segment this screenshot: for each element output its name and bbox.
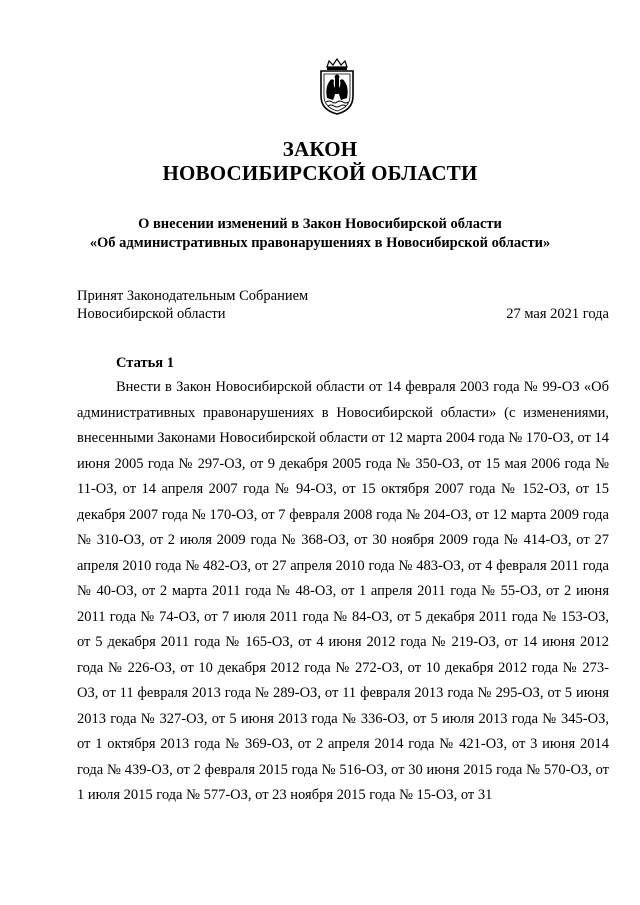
article-body-text: Внести в Закон Новосибирской области от 14 февраля 2003 года № 99-ОЗ «Об административных правонарушениях в Новосибирской области» (с изменениями, внесенными Законами Новосибирской области от 12 марта 2004 года № 170-ОЗ, от 14 июня 2005 года № 297-ОЗ, от 9 декабря 2005 года № 350-ОЗ, от 15 мая 2006 года № 11-ОЗ, от 14 апреля 2007 года № 94-ОЗ, от 15 октября 2007 года № 152-ОЗ, от 15 декабря 2007 года № 170-ОЗ, от 7 февраля 2008 года № 204-ОЗ, от 12 марта 2009 года № 310-ОЗ, от 2 июля 2009 года № 368-ОЗ, от 30 ноября 2009 года № 414-ОЗ, от 27 апреля 2010 года № 482-ОЗ, от 27 апреля 2010 года № 483-ОЗ, от 4 февраля 2011 года № 40-ОЗ, от 2 марта 2011 года № 48-ОЗ, от 1 апреля 2011 года № 55-ОЗ, от 2 июня 2011 года № 74-ОЗ, от 7 июля 2011 года № 84-ОЗ, от 5 декабря 2011 года № 153-ОЗ, от 5 декабря 2011 года № 165-ОЗ, от 4 июня 2012 года № 219-ОЗ, от 14 июня 2012 года № 226-ОЗ, от 10 декабря 2012 года № 272-ОЗ, от 10 декабря 2012 года № 273-ОЗ, от 11 февраля 2013 года № 289-ОЗ, от 11 февраля 2013 года № 295-ОЗ, от 5 июня 2013 года № 327-ОЗ, от 5 июня 2013 года № 336-ОЗ, от 5 июля 2013 года № 345-ОЗ, от 1 октября 2013 года № 369-ОЗ, от 2 апреля 2014 года № 421-ОЗ, от 3 июня 2014 года № 439-ОЗ, от 2 февраля 2015 года № 516-ОЗ, от 30 июня 2015 года № 570-ОЗ, от 1 июля 2015 года № 577-ОЗ, от 23 ноября 2015 года № 15-ОЗ, от 31 bbox=[77, 379, 609, 803]
article-heading: Статья 1 bbox=[116, 355, 174, 371]
document-subtitle-line-1: О внесении изменений в Закон Новосибирской области bbox=[138, 216, 502, 232]
adoption-authority-line-2: Новосибирской области bbox=[77, 306, 226, 322]
document-title-line-1: ЗАКОН bbox=[282, 137, 358, 161]
adoption-date: 27 мая 2021 года bbox=[506, 306, 609, 322]
document-title-line-2: НОВОСИБИРСКОЙ ОБЛАСТИ bbox=[162, 161, 478, 185]
coat-of-arms-icon bbox=[315, 58, 359, 116]
document-subtitle-line-2: «Об административных правонарушениях в Новосибирской области» bbox=[89, 235, 551, 251]
adoption-authority-line-1: Принят Законодательным Собранием bbox=[77, 288, 309, 304]
